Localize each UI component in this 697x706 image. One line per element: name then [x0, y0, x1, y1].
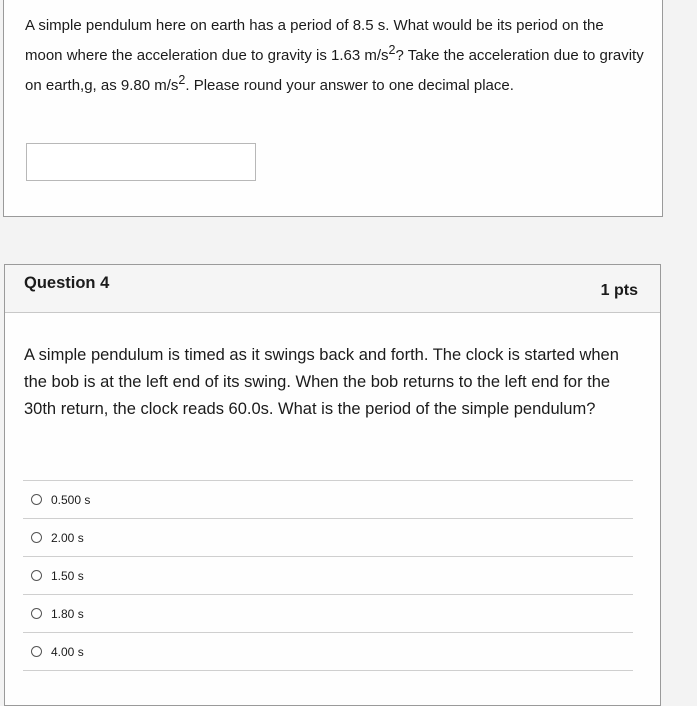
option-label: 2.00 s — [51, 530, 84, 545]
option-row[interactable] — [23, 519, 633, 557]
question-4-text: A simple pendulum is timed as it swings back and forth. The clock is started when the bob is at the left end of its swing. When the bob returns to the left end for the 30th return, the clock reads 60.0s. What is the period of the simple pendulum? — [24, 346, 619, 418]
question-3-panel — [3, 0, 663, 217]
option-row[interactable] — [23, 595, 633, 633]
radio-button[interactable] — [31, 646, 42, 657]
question-4-panel — [4, 264, 661, 706]
radio-button[interactable] — [31, 532, 42, 543]
question-3-text-part: . Please round your answer to one decimal place. — [185, 77, 514, 94]
answer-options — [23, 480, 633, 671]
question-title: Question 4 — [24, 274, 110, 292]
option-row[interactable] — [23, 557, 633, 595]
option-label: 0.500 s — [51, 492, 91, 507]
option-row[interactable] — [23, 481, 633, 519]
question-3-text — [25, 14, 645, 98]
superscript-exponent: 2 — [388, 43, 396, 57]
option-row[interactable] — [23, 633, 633, 671]
option-label: 1.80 s — [51, 606, 84, 621]
superscript-exponent: 2 — [178, 73, 186, 87]
radio-button[interactable] — [31, 608, 42, 619]
option-label: 1.50 s — [51, 568, 84, 583]
option-label: 4.00 s — [51, 644, 84, 659]
question-3-text-part: ? Take the acceleration due to gravity on earth,g, as 9.80 m/s — [25, 47, 644, 94]
radio-button[interactable] — [31, 570, 42, 581]
radio-button[interactable] — [31, 494, 42, 505]
answer-input[interactable] — [26, 143, 256, 181]
question-header — [5, 265, 660, 313]
question-3-text-part: A simple pendulum here on earth has a period of 8.5 s. What would be its period on the moon where the acceleration due to gravity is 1.63 m/s — [25, 17, 604, 64]
question-points: 1 pts — [600, 282, 638, 299]
